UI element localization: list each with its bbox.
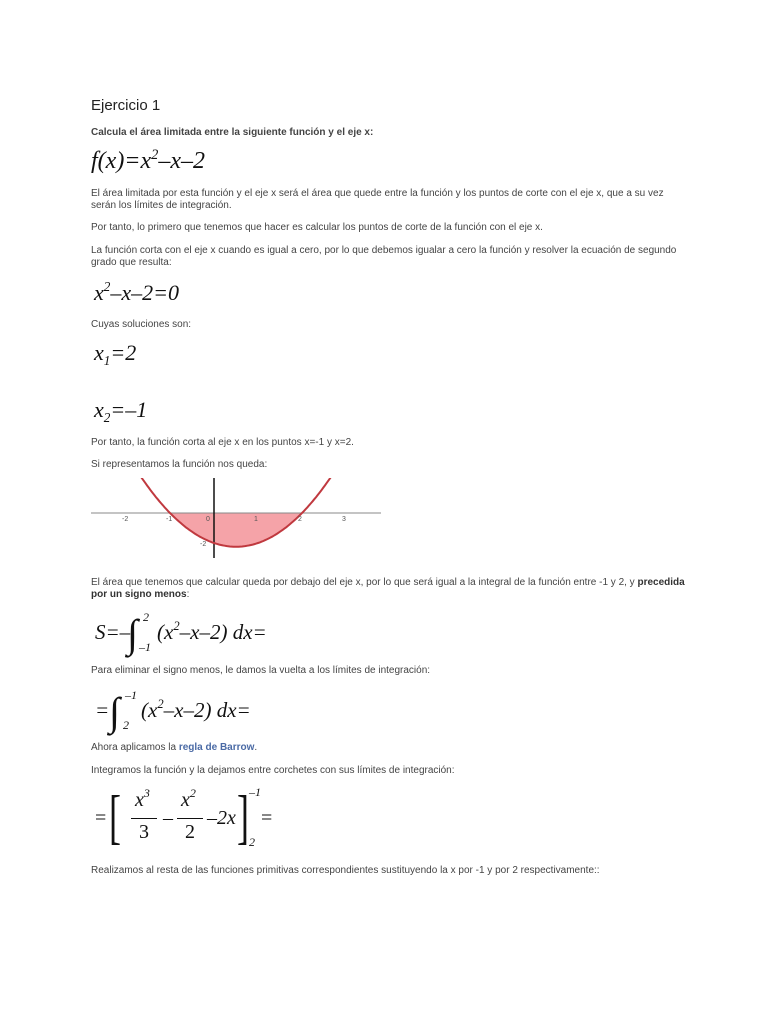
paragraph-graph-intro: Si representamos la función nos queda: <box>91 459 268 470</box>
exercise-statement: Calcula el área limitada entre la siguiente función y el eje x: <box>91 127 374 138</box>
paragraph-solutions: Cuyas soluciones son: <box>91 319 192 330</box>
y-tick-label: -2 <box>200 541 207 548</box>
paragraph-cut-points: Por tanto, lo primero que tenemos que hacer es calcular los puntos de corte de la función con el eje x. <box>91 222 543 233</box>
paragraph-barrow: Ahora aplicamos la regla de Barrow. <box>91 742 258 753</box>
function-graph <box>91 478 381 558</box>
x-tick-label: 2 <box>298 516 302 523</box>
x-tick-label: 3 <box>342 516 346 523</box>
paragraph-area-definition: El área limitada por esta función y el eje x será el área que quede entre la función y los puntos de corte con el eje x, que a su vez serán los límites de integración. <box>91 188 664 211</box>
paragraph-area-integral: El área que tenemos que calcular queda por debajo del eje x, por lo que será igual a la integral de la función entre -1 y 2, y precedida por un signo menos: <box>91 577 685 600</box>
paragraph-points: Por tanto, la función corta al eje x en los puntos x=-1 y x=2. <box>91 437 354 448</box>
paragraph-flip-limits: Para eliminar el signo menos, le damos la vuelta a los límites de integración: <box>91 665 431 676</box>
x-tick-label: -1 <box>166 516 173 523</box>
quadratic-equation: $x^2-x-2=0$ <box>94 279 179 305</box>
function-equation: $f(x)=x^2-x-2$ <box>91 147 206 174</box>
paragraph-subtraction: Realizamos al resta de las funciones primitivas correspondientes sustituyendo la x por -1 y por 2 respectivamente:: <box>91 865 600 876</box>
solution-x1: $x_1=2$ <box>94 340 137 368</box>
solution-x2: $x_2=-1$ <box>94 397 148 425</box>
x-tick-label: 1 <box>254 516 258 523</box>
x-tick-label: -2 <box>122 516 129 523</box>
paragraph-equal-zero: La función corta con el eje x cuando es igual a cero, por lo que debemos igualar a cero la función y resolver la ecuación de segundo grado que resulta: <box>91 245 677 268</box>
barrow-rule-link[interactable]: regla de Barrow <box>178 742 255 753</box>
primitive-bracket: = [ $x^3$ 3 – $x^2$ 2 –2x ] –1 2 = <box>95 784 273 850</box>
exercise-title: Ejercicio 1 <box>91 97 161 114</box>
paragraph-integrate: Integramos la función y la dejamos entre corchetes con sus límites de integración: <box>91 765 455 776</box>
x-tick-label: 0 <box>206 516 210 523</box>
